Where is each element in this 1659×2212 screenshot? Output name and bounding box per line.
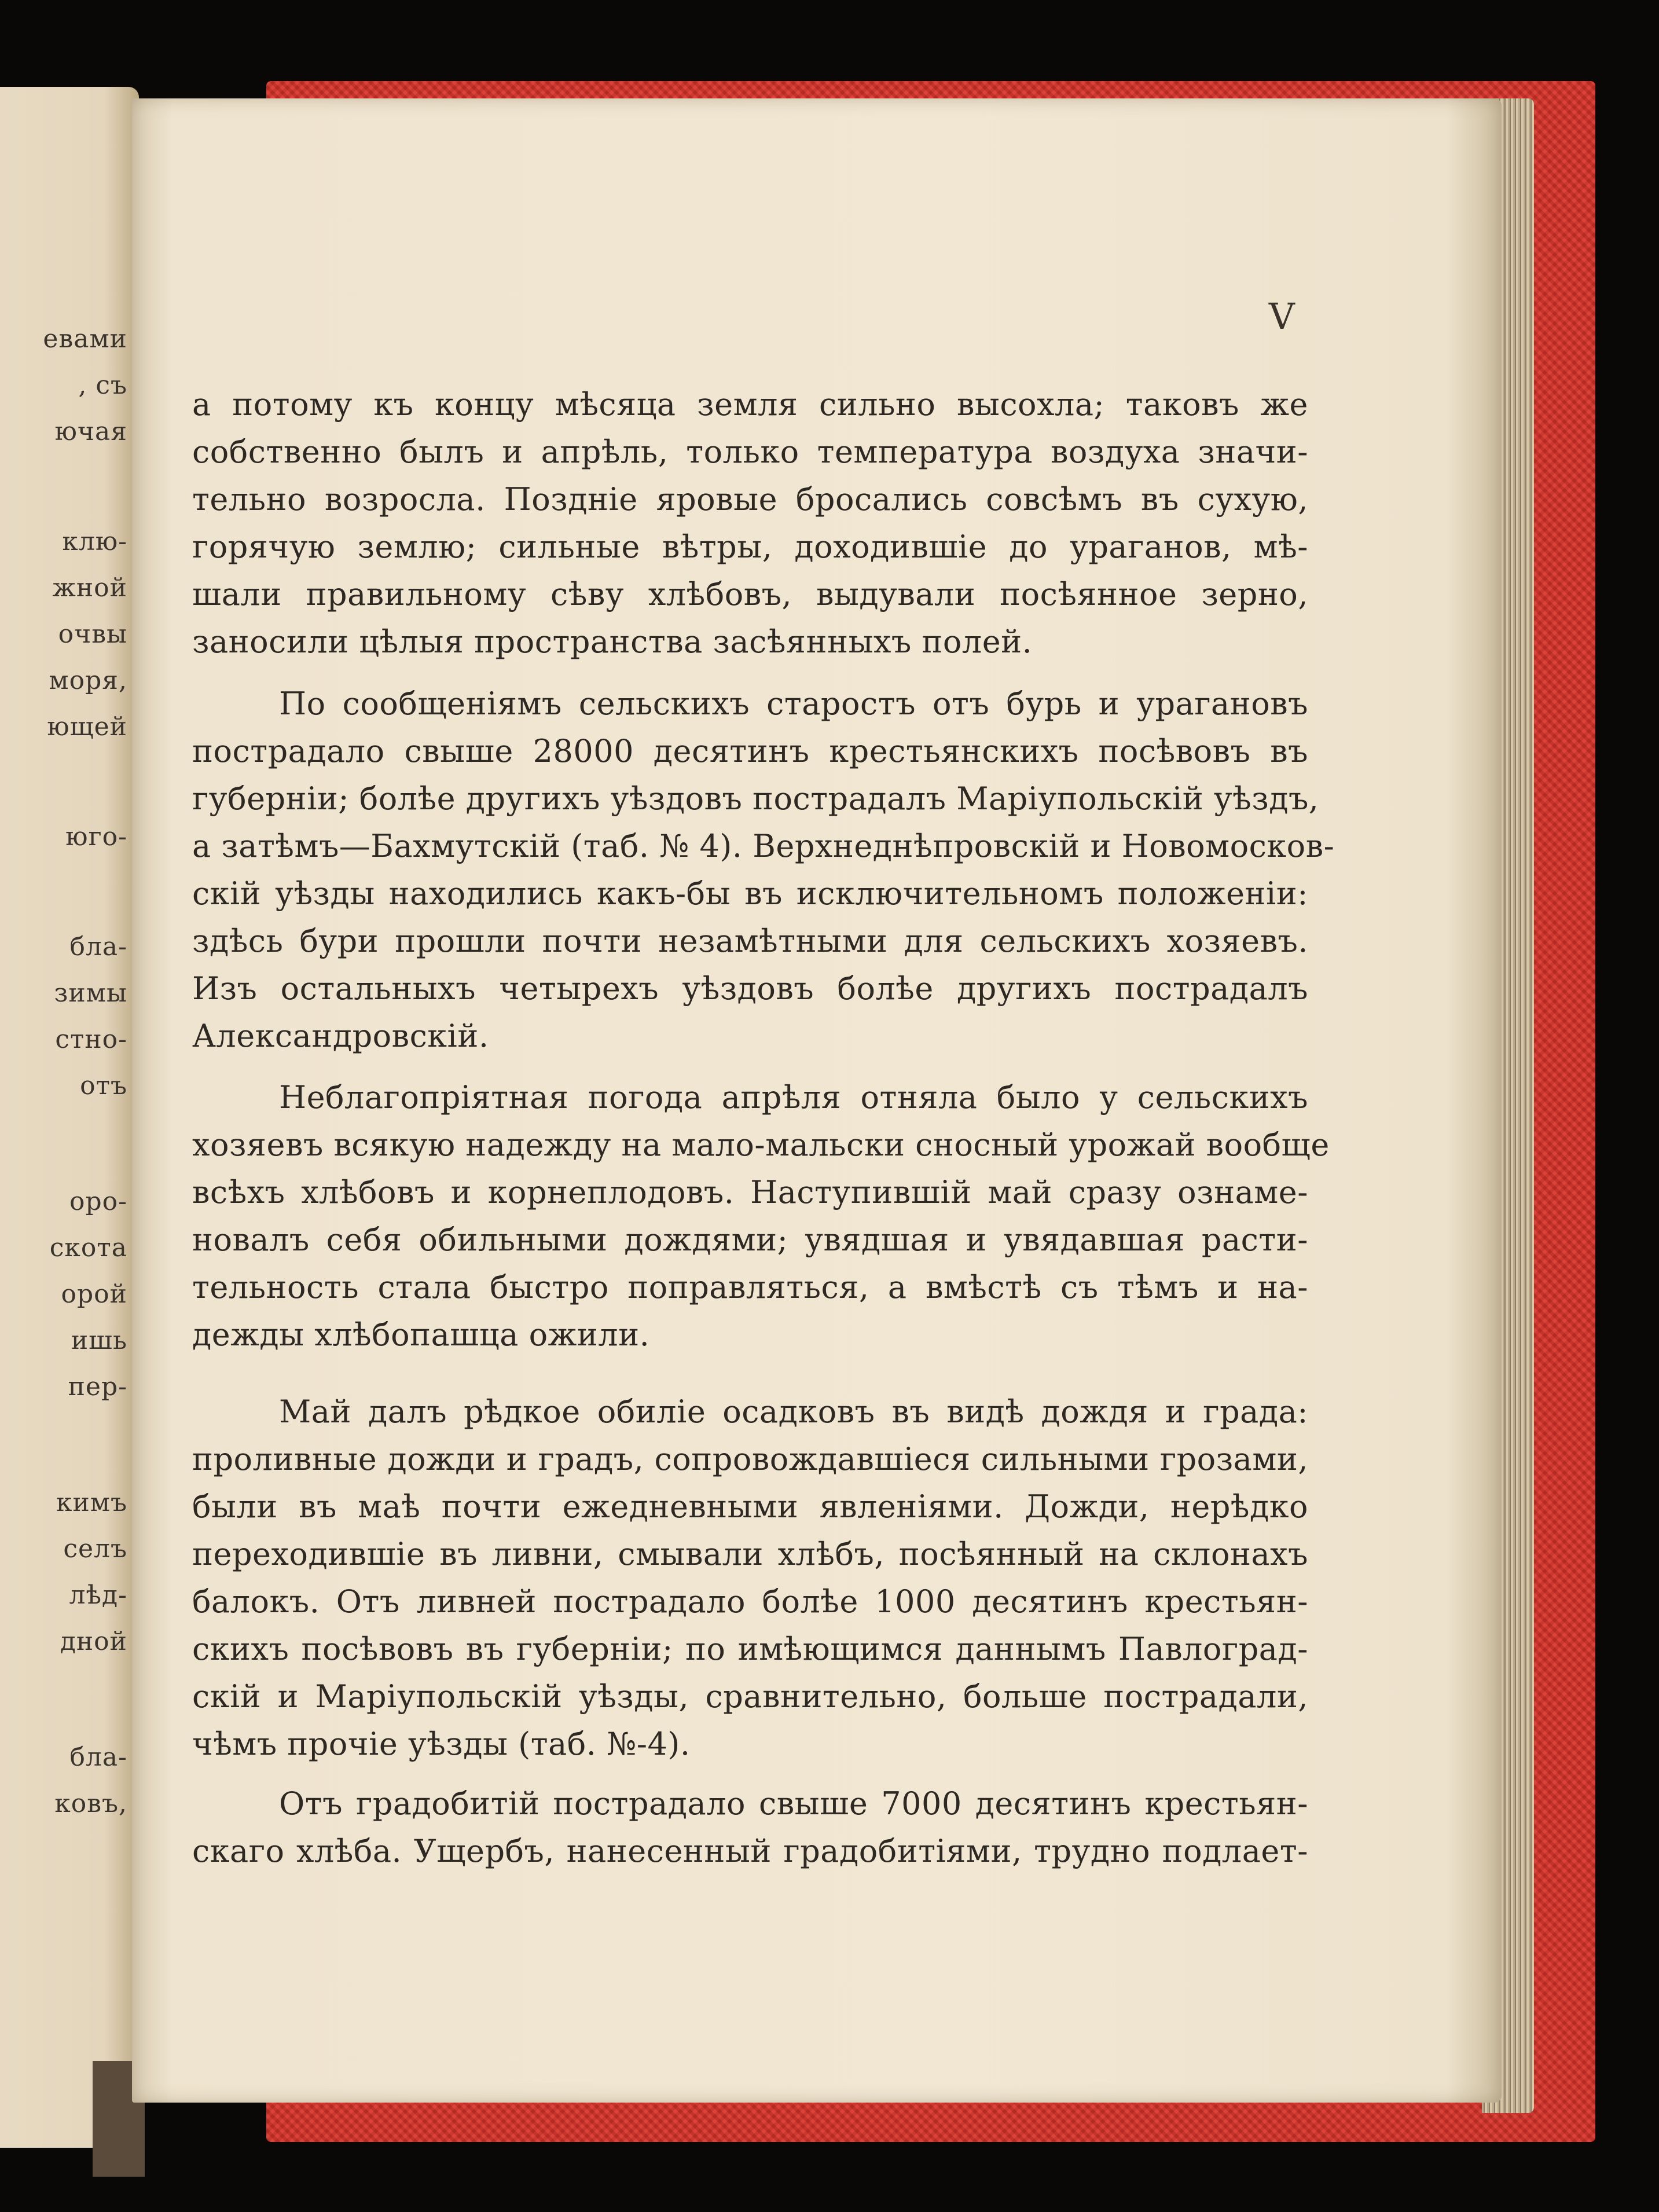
- text-line: По сообщеніямъ сельскихъ старостъ отъ бурь и урагановъ: [279, 685, 1308, 722]
- text-line: скій уѣзды находились какъ-бы въ исключительномъ положеніи:: [192, 875, 1308, 912]
- left-fragment: скота: [49, 1233, 127, 1263]
- left-fragment: моря,: [49, 666, 127, 695]
- left-fragment: пер-: [68, 1372, 127, 1402]
- text-line: чѣмъ прочіе уѣзды (таб. №-4).: [192, 1726, 691, 1762]
- paragraph-2: [192, 680, 1335, 1060]
- left-fragment: отъ: [80, 1071, 127, 1101]
- left-fragment: дной: [60, 1627, 127, 1656]
- text-line: скихъ посѣвовъ въ губерніи; по имѣющимся даннымъ Павлоград-: [192, 1631, 1308, 1667]
- text-line: проливные дожди и градъ, сопровождавшіеся сильными грозами,: [192, 1441, 1308, 1477]
- left-fragment: клю-: [62, 527, 127, 556]
- text-line: тельность стала быстро поправляться, а вмѣстѣ съ тѣмъ и на-: [192, 1269, 1308, 1305]
- text-line: Неблагопріятная погода апрѣля отняла было у сельскихъ: [279, 1079, 1308, 1116]
- paragraph-3: [192, 1074, 1330, 1359]
- text-line: здѣсь бури прошли почти незамѣтными для сельскихъ хозяевъ.: [192, 923, 1308, 959]
- left-fragment: кимъ: [56, 1488, 127, 1517]
- text-line: а затѣмъ—Бахмутскій (таб. № 4). Верхнеднѣпровскій и Новомосков-: [192, 828, 1335, 864]
- left-fragment: ковъ,: [54, 1789, 127, 1818]
- left-fragment: ишь: [71, 1326, 127, 1355]
- text-line: переходившіе въ ливни, смывали хлѣбъ, посѣянный на склонахъ: [192, 1536, 1308, 1572]
- text-line: горячую землю; сильные вѣтры, доходившіе до ураганов, мѣ-: [192, 529, 1308, 565]
- left-fragment: евами: [43, 324, 127, 354]
- text-line: Изъ остальныхъ четырехъ уѣздовъ болѣе другихъ пострадалъ: [192, 970, 1308, 1007]
- text-line: скій и Маріупольскій уѣзды, сравнительно, больше пострадали,: [192, 1678, 1308, 1715]
- left-page: [0, 87, 139, 2148]
- text-line: новалъ себя обильными дождями; увядшая и увядавшая расти-: [192, 1221, 1308, 1258]
- left-fragment: жной: [52, 573, 127, 603]
- left-fragment: селъ: [63, 1534, 127, 1564]
- left-fragment: , съ: [78, 370, 127, 400]
- text-line: Май далъ рѣдкое обиліе осадковъ въ видѣ дождя и града:: [279, 1393, 1308, 1430]
- text-line: были въ маѣ почти ежедневными явленіями. Дожди, нерѣдко: [192, 1488, 1308, 1525]
- left-fragment: орой: [61, 1279, 127, 1309]
- text-line: всѣхъ хлѣбовъ и корнеплодовъ. Наступившій май сразу ознаме-: [192, 1174, 1308, 1210]
- left-fragment: зимы: [54, 978, 127, 1008]
- left-fragment: бла-: [69, 932, 127, 962]
- left-fragment: очвы: [58, 619, 127, 649]
- text-line: губерніи; болѣе другихъ уѣздовъ пострадалъ Маріупольскій уѣздъ,: [192, 780, 1319, 817]
- paragraph-5: [192, 1780, 1308, 1875]
- text-line: шали правильному сѣву хлѣбовъ, выдували посѣянное зерно,: [192, 576, 1308, 612]
- left-fragment: лѣд-: [69, 1580, 127, 1610]
- text-line: Отъ градобитій пострадало свыше 7000 десятинъ крестьян-: [279, 1785, 1308, 1822]
- text-line: скаго хлѣба. Ущербъ, нанесенный градобитіями, трудно подлает-: [192, 1833, 1308, 1869]
- text-line: пострадало свыше 28000 десятинъ крестьянскихъ посѣвовъ въ: [192, 733, 1308, 769]
- left-fragment: бла-: [69, 1743, 127, 1772]
- text-line: Александровскій.: [192, 1018, 489, 1054]
- left-fragment: юго-: [65, 822, 127, 852]
- left-fragment: оро-: [69, 1187, 127, 1216]
- page-number: V: [1269, 295, 1295, 338]
- text-line: заносили цѣлыя пространства засѣянныхъ полей.: [192, 623, 1033, 660]
- text-line: собственно былъ и апрѣль, только температура воздуха значи-: [192, 434, 1308, 470]
- left-fragment: ющей: [47, 712, 127, 742]
- left-fragment: стно-: [55, 1025, 127, 1054]
- text-line: дежды хлѣбопашца ожили.: [192, 1316, 650, 1353]
- paragraph-1: [192, 381, 1308, 666]
- text-line: хозяевъ всякую надежду на мало-мальски сносный урожай вообще: [192, 1127, 1330, 1163]
- left-fragment: ючая: [54, 417, 127, 446]
- text-line: балокъ. Отъ ливней пострадало болѣе 1000 десятинъ крестьян-: [192, 1583, 1308, 1620]
- text-line: а потому къ концу мѣсяца земля сильно высохла; таковъ же: [192, 386, 1308, 423]
- paragraph-4: [192, 1388, 1308, 1768]
- text-line: тельно возросла. Поздніе яровые бросались совсѣмъ въ сухую,: [192, 481, 1308, 518]
